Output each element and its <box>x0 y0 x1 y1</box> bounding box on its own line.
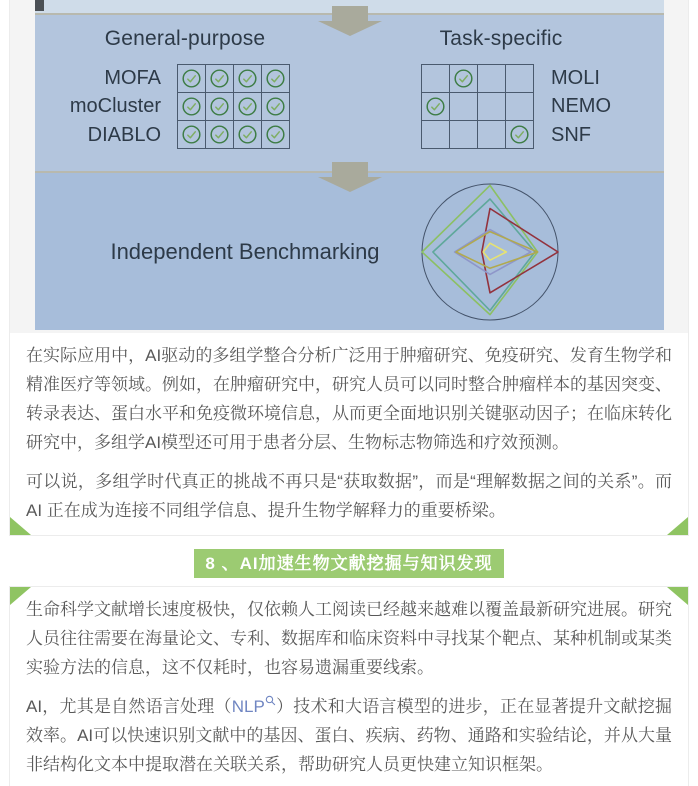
check-cell <box>450 65 477 92</box>
check-icon <box>453 68 474 89</box>
tool-label: NEMO <box>551 95 611 118</box>
tool-label: DIABLO <box>87 123 161 146</box>
figure-canvas <box>35 0 664 330</box>
empty-cell <box>450 121 477 148</box>
arrow-head <box>318 177 382 192</box>
tool-label: moCluster <box>69 95 161 118</box>
check-cell <box>506 121 533 148</box>
radar-series-green-method <box>422 185 538 314</box>
arrow-shaft <box>332 6 368 21</box>
check-cell <box>206 93 233 120</box>
check-icon <box>181 96 202 117</box>
check-icon <box>181 124 202 145</box>
check-icon <box>265 124 286 145</box>
check-icon <box>209 96 230 117</box>
check-cell <box>206 121 233 148</box>
check-icon <box>265 68 286 89</box>
check-icon <box>509 124 530 145</box>
tool-label: SNF <box>551 123 591 146</box>
check-icon <box>237 68 258 89</box>
arrow-head <box>318 21 382 36</box>
check-cell <box>422 93 449 120</box>
nlp-link-label[interactable]: NLP <box>231 697 265 716</box>
check-cell <box>178 93 205 120</box>
check-cell <box>262 93 289 120</box>
empty-cell <box>478 93 505 120</box>
check-icon <box>265 96 286 117</box>
check-cell <box>178 65 205 92</box>
task-specific-title: Task-specific <box>439 27 563 50</box>
check-cell <box>262 121 289 148</box>
empty-cell <box>506 93 533 120</box>
check-cell <box>262 65 289 92</box>
benchmark-label: Independent Benchmarking <box>110 239 380 264</box>
check-cell <box>234 93 261 120</box>
check-icon <box>209 68 230 89</box>
paragraph-text: AI，尤其是自然语言处理（ <box>26 697 232 716</box>
paragraph <box>26 692 672 779</box>
check-icon <box>209 124 230 145</box>
check-icon <box>237 96 258 117</box>
radar-chart <box>415 177 565 327</box>
check-cell <box>178 121 205 148</box>
nlp-link[interactable] <box>232 697 276 716</box>
check-icon <box>425 96 446 117</box>
radar-series-maroon-method <box>482 209 558 293</box>
general-purpose-title: General-purpose <box>104 27 266 50</box>
general-purpose-labels <box>35 64 169 149</box>
down-arrow-icon <box>318 162 382 192</box>
task-specific-labels <box>543 64 653 149</box>
radar-series-yellow-method <box>483 243 506 260</box>
arrow-shaft <box>332 162 368 177</box>
paragraph: 生命科学文献增长速度极快，仅依赖人工阅读已经越来越难以覆盖最新研究进展。研究人员往往需要在海量论文、专利、数据库和临床资料中寻找某个靶点、某种机制或某类实验方法的信息，这不仅耗时，也容易遗漏重要线索。 <box>26 600 672 677</box>
section8-header: 8 、AI加速生物文献挖掘与知识发现 <box>194 549 504 578</box>
section7-card <box>9 0 689 536</box>
paragraph: 在实际应用中，AI驱动的多组学整合分析广泛用于肿瘤研究、免疫研究、发育生物学和精准医疗等领域。例如，在肿瘤研究中，研究人员可以同时整合肿瘤样本的基因突变、转录表达、蛋白水平和免疫微环境信息，从而更全面地识别关键驱动因子；在临床转化研究中，多组学AI模型还可用于患者分层、生物标志物筛选和疗效预测。 <box>26 346 672 452</box>
radar-series-teal-method <box>433 199 535 311</box>
check-icon <box>237 124 258 145</box>
empty-cell <box>450 93 477 120</box>
tool-label: MOLI <box>551 67 600 89</box>
content-column <box>9 0 689 786</box>
section8-card <box>9 586 689 786</box>
empty-cell <box>422 121 449 148</box>
figure-crop-artifact <box>35 0 44 11</box>
empty-cell <box>478 121 505 148</box>
check-cell <box>234 65 261 92</box>
paragraph: 可以说，多组学时代真正的挑战不再只是“获取数据”，而是“理解数据之间的关系”。而 AI 正在成为连接不同组学信息、提升生物学解释力的重要桥梁。 <box>26 472 672 520</box>
check-icon <box>181 68 202 89</box>
general-purpose-grid <box>177 64 290 149</box>
section8-text <box>10 587 688 779</box>
tools-panel <box>35 15 664 171</box>
section7-text <box>10 333 688 525</box>
search-icon <box>265 695 276 706</box>
empty-cell <box>506 65 533 92</box>
down-arrow-icon <box>318 6 382 36</box>
task-specific-grid <box>421 64 534 149</box>
benchmark-panel <box>35 173 664 330</box>
check-cell <box>234 121 261 148</box>
radar-series-olive-method <box>456 232 538 269</box>
tool-label: MOFA <box>104 67 161 89</box>
empty-cell <box>422 65 449 92</box>
empty-cell <box>478 65 505 92</box>
check-cell <box>206 65 233 92</box>
omics-tools-figure <box>10 0 688 333</box>
paragraph-text: ）技术和大语言模型的进步，正在显著提升文献挖掘效率。AI可以快速识别文献中的基因、蛋白、疾病、药物、通路和实验结论，并从大量非结构化文本中提取潜在关联关系，帮助研究人员更快建立知识框架。 <box>26 697 673 774</box>
